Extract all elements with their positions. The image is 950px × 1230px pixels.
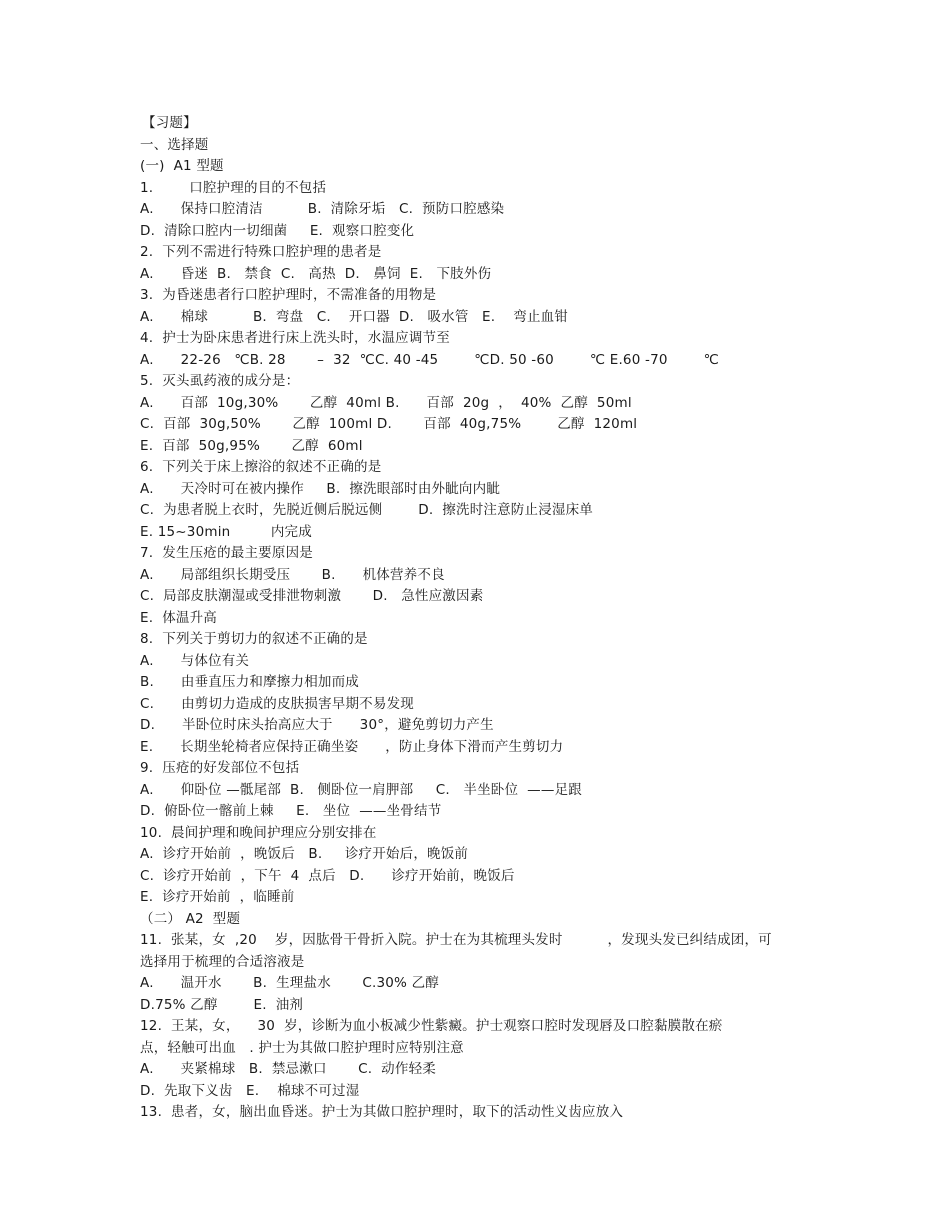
text-line: 5. 灭头虱药液的成分是： [140, 373, 300, 389]
text-line: A. 昏迷 B. 禁食 C. 高热 D. 鼻饲 E. 下肢外伤 [140, 265, 492, 282]
text-line: 6. 下列关于床上擦浴的叙述不正确的是 [140, 459, 382, 475]
text-line: 10. 晨间护理和晚间护理应分别安排在 [140, 824, 377, 841]
text-line: 12. 王某，女， 30 岁，诊断为血小板减少性紫癜。护士观察口腔时发现唇及口腔黏膜散在瘀 [140, 1018, 723, 1034]
text-line: A. 保持口腔清洁 B. 清除牙垢 C. 预防口腔感染 [140, 201, 505, 217]
text-line: C. 由剪切力造成的皮肤损害早期不易发现 [140, 695, 414, 712]
text-line: 9. 压疮的好发部位不包括 [140, 760, 300, 776]
text-line: D. 俯卧位一髂前上棘 E. 坐位 ——坐骨结节 [140, 803, 442, 819]
text-line: E. 15~30min 内完成 [140, 523, 312, 540]
text-line: D. 清除口腔内一切细菌 E. 观察口腔变化 [140, 222, 415, 239]
section-title: 【习题】 [142, 115, 197, 131]
text-line: 13. 患者，女，脑出血昏迷。护士为其做口腔护理时，取下的活动性义齿应放入 [140, 1104, 624, 1120]
text-line: A. 天冷时可在被内操作 B. 擦洗眼部时由外眦向内眦 [140, 480, 501, 497]
text-line: 3. 为昏迷患者行口腔护理时，不需准备的用物是 [140, 287, 437, 303]
text-line: A. 22-26 ℃B. 28 – 32 ℃C. 40 -45 ℃D. 50 -60 ℃ E.60 -70 ℃ [140, 351, 719, 368]
text-line: 点，轻触可出血 . 护士为其做口腔护理时应特别注意 [140, 1039, 464, 1056]
text-line: 4. 护士为卧床患者进行床上洗头时，水温应调节至 [140, 330, 450, 346]
text-line: 选择用于梳理的合适溶液是 [140, 953, 305, 970]
text-line: A. 温开水 B. 生理盐水 C.30% 乙醇 [140, 975, 439, 991]
text-line: A. 局部组织长期受压 B. 机体营养不良 [140, 566, 445, 583]
text-line: 11. 张某，女 ,20 岁，因肱骨干骨折入院。护士在为其梳理头发时 ，发现头发已纠结成团，可 [140, 932, 772, 948]
text-line: C. 局部皮肤潮湿或受排泄物刺激 D. 急性应激因素 [140, 588, 484, 604]
document-page [140, 113, 840, 1124]
text-line: 8. 下列关于剪切力的叙述不正确的是 [140, 631, 368, 647]
text-line: A. 棉球 B. 弯盘 C. 开口器 D. 吸水管 E. 弯止血钳 [140, 308, 569, 325]
text-line: D. 半卧位时床头抬高应大于 30°，避免剪切力产生 [140, 717, 494, 733]
text-line: A. 夹紧棉球 B. 禁忌漱口 C. 动作轻柔 [140, 1061, 436, 1077]
text-line: A. 与体位有关 [140, 652, 250, 669]
text-line: B. 由垂直压力和摩擦力相加而成 [140, 674, 359, 690]
text-line: E. 体温升高 [140, 609, 218, 626]
text-line: A. 诊疗开始前 ，晚饭后 B. 诊疗开始后，晚饭前 [140, 846, 469, 862]
text-line: (一) A1 型题 [140, 158, 224, 174]
text-line: C. 为患者脱上衣时，先脱近侧后脱远侧 D. 擦洗时注意防止浸湿床单 [140, 502, 593, 518]
text-line: D. 先取下义齿 E. 棉球不可过湿 [140, 1082, 360, 1099]
text-line: （二） A2 型题 [140, 910, 241, 927]
text-line: E. 长期坐轮椅者应保持正确坐姿 ，防止身体下滑而产生剪切力 [140, 738, 564, 755]
text-line: A. 仰卧位 —骶尾部 B. 侧卧位一肩胛部 C. 半坐卧位 ——足跟 [140, 781, 582, 798]
text-line: 2. 下列不需进行特殊口腔护理的患者是 [140, 244, 382, 260]
text-line: 一、选择题 [140, 136, 209, 153]
text-line: 1. 口腔护理的目的不包括 [140, 179, 327, 196]
text-line: A. 百部 10g,30% 乙醇 40ml B. 百部 20g ， 40% 乙醇 50ml [140, 394, 632, 411]
text-line: E. 诊疗开始前 ，临睡前 [140, 889, 295, 905]
text-line: 7. 发生压疮的最主要原因是 [140, 545, 313, 561]
text-line: D.75% 乙醇 E. 油剂 [140, 996, 304, 1013]
text-line: C. 百部 30g,50% 乙醇 100ml D. 百部 40g,75% 乙醇 120ml [140, 416, 638, 432]
text-line: E. 百部 50g,95% 乙醇 60ml [140, 437, 363, 454]
text-line: C. 诊疗开始前 ，下午 4 点后 D. 诊疗开始前，晚饭后 [140, 867, 515, 884]
